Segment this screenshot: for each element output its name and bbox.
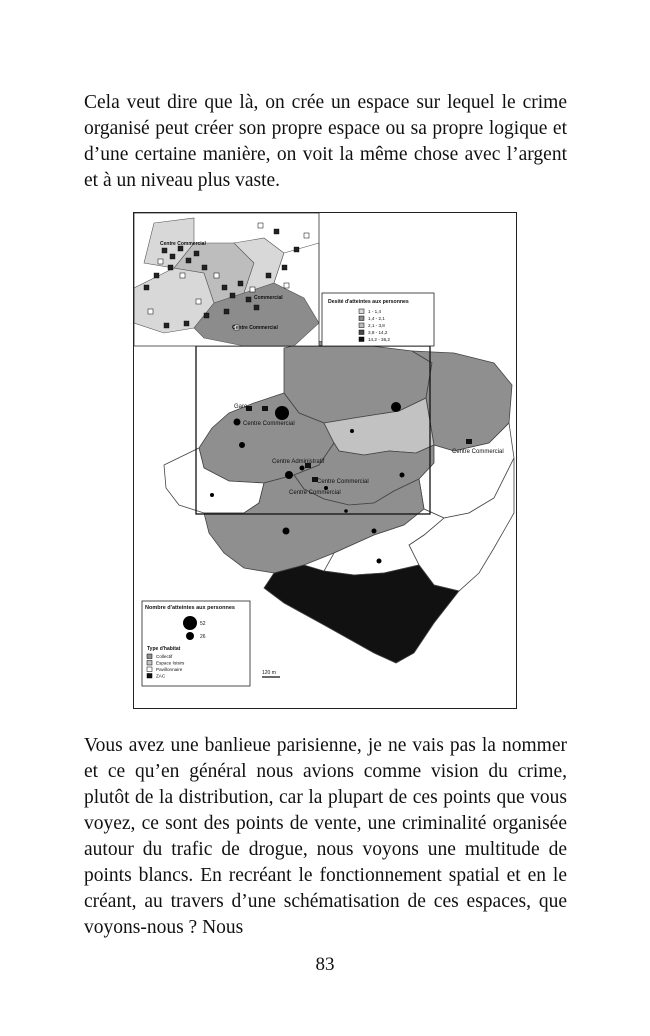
inset-label-cc-bottom: Centre Commercial (232, 325, 278, 331)
inset-legend-item-label: 14,2 - 36,2 (368, 337, 390, 342)
label-cc-right: Centre Commercial (452, 449, 504, 455)
inset-legend-item-label: 1,4 - 2,1 (368, 316, 385, 321)
page-number: 83 (315, 954, 335, 975)
inset-legend (322, 293, 434, 346)
label-cc-center: Centre Commercial (317, 479, 369, 485)
inset-legend-item-swatch (359, 330, 364, 335)
legend-circle-large (183, 616, 197, 630)
inset-legend-item-swatch (359, 337, 364, 342)
label-centre-admin: Centre Administratif (272, 459, 325, 465)
inset-legend-item-swatch (359, 309, 364, 314)
inset-legend-item-label: 1 - 1,4 (368, 309, 382, 314)
habitat-legend-item-label: ZAC (156, 673, 166, 679)
inset-legend-title: Desité d'atteintes aux personnes (328, 299, 409, 305)
habitat-legend-item-label: Collectif (156, 654, 173, 659)
habitat-legend-item-label: Espace loisirs (156, 660, 185, 666)
paragraph-body: Vous avez une banlieue parisienne, je ne vais pas la nommer et ce qu’en général nous avions comme vision du crime, plutôt de la distribution, car la plupart de ces points que vous voyez, ce sont des points de vente, une criminalité organisée autour du trafic de drogue, nous voyons une multitude de points blancs. En recréant le fonctionnement spatial et en le créant, au travers d’une schématisation de ces espaces, que voyons-nous ? Nous (84, 735, 567, 938)
inset-legend-item-swatch (359, 323, 364, 328)
paragraph-intro: Cela veut dire que là, on crée un espace sur lequel le crime organisé peut créer son propre espace ou sa propre logique et d’une certaine manière, on voit la même chose avec l’argent et à un niveau plus vaste. (84, 92, 567, 191)
habitat-legend-item-label: Pavillonnaire (156, 667, 183, 672)
habitat-legend-item-swatch (147, 674, 152, 679)
habitat-legend-item-swatch (147, 667, 152, 672)
inset-legend-item-label: 3,8 - 14,2 (368, 330, 388, 335)
legend-size-large: 52 (200, 621, 206, 627)
inset-legend-item-swatch (359, 316, 364, 321)
inset-label-commercial: Commercial (254, 295, 283, 301)
scale-label: 120 m (262, 670, 276, 676)
district-zac (264, 565, 459, 663)
inset-label-cc-top: Centre Commercial (160, 241, 206, 247)
habitat-legend-item-swatch (147, 654, 152, 659)
inset-map (134, 213, 319, 346)
legend-habitat-title: Type d'habitat (147, 646, 181, 652)
map-legend (142, 601, 280, 686)
habitat-legend-item-swatch (147, 661, 152, 666)
inset-legend-item-label: 2,1 - 3,8 (368, 323, 385, 328)
legend-size-small: 26 (200, 634, 206, 640)
label-cc-lower: Centre Commercial (289, 490, 341, 496)
legend-title: Nombre d'atteintes aux personnes (145, 605, 235, 611)
legend-circle-small (186, 632, 194, 640)
label-gare: Gare (234, 404, 248, 410)
label-cc-left: Centre Commercial (243, 421, 295, 427)
crime-map-figure (133, 212, 517, 709)
